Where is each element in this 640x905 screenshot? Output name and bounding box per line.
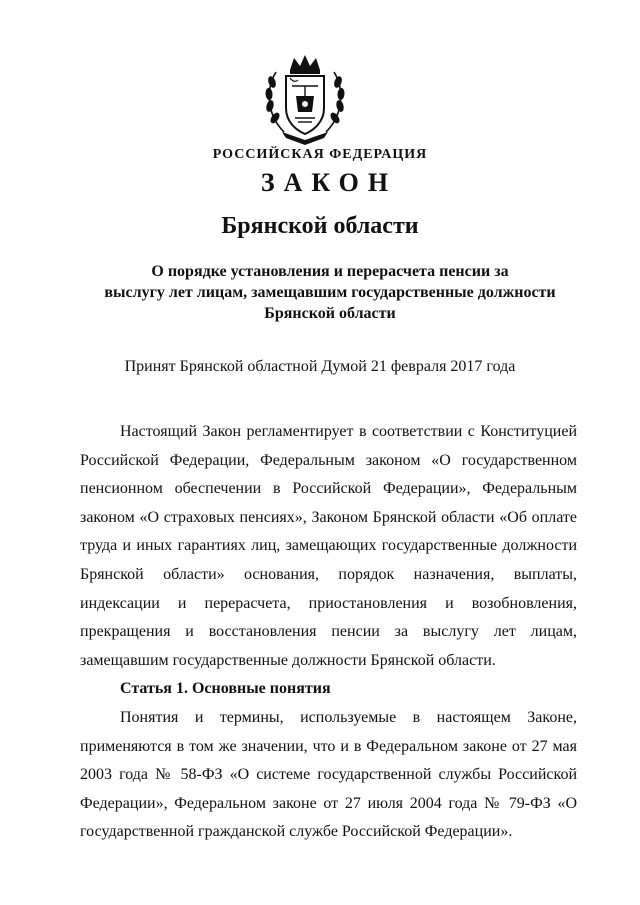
law-title-line: выслугу лет лицам, замещавшим государственные должности bbox=[104, 284, 556, 301]
article-heading: Статья 1. Основные понятия bbox=[120, 680, 331, 698]
document-type: ЗАКОН bbox=[260, 168, 398, 197]
law-title bbox=[70, 261, 590, 324]
article-paragraph: Понятия и термины, используемые в настоящем Законе, применяются в том же значении, что и в Федеральном законе от 27 мая 2003 года № 58-ФЗ «О системе государственной службы Российской Федерации», Федеральном законе от 27 июля 2004 года № 79-ФЗ «О государственной гражданской службе Российской Федерации». bbox=[80, 708, 577, 841]
region-name: Брянской области bbox=[221, 213, 419, 239]
bryansk-coat-of-arms-icon bbox=[262, 52, 348, 146]
preamble-paragraph: Настоящий Закон регламентирует в соответствии с Конституцией Российской Федерации, Федеральным законом «О государственном пенсионном обеспечении в Российской Федерации», Федеральным законом «О страховых пенсиях», Законом Брянской области «Об оплате труда и иных гарантиях лиц, замещающих государственные должности Брянской области» основания, порядок назначения, выплаты, индексации и перерасчета, приостановления и возобновления, прекращения и восстановления пенсии за выслугу лет лицам, замещавшим государственные должности Брянской области. bbox=[80, 423, 577, 669]
country-name: РОССИЙСКАЯ ФЕДЕРАЦИЯ bbox=[212, 147, 428, 162]
law-title-line: Брянской области bbox=[264, 305, 396, 322]
adoption-statement: Принят Брянской областной Думой 21 февраля 2017 года bbox=[124, 358, 516, 375]
law-title-line: О порядке установления и перерасчета пенсии за bbox=[151, 263, 509, 280]
law-body bbox=[80, 418, 577, 847]
